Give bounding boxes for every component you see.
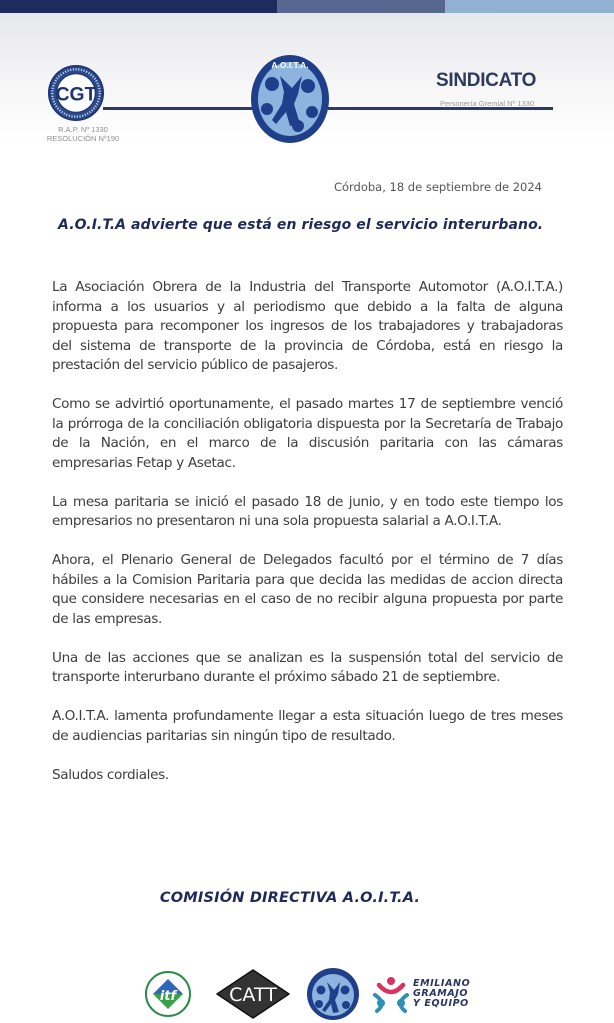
aoita-logo-icon — [250, 54, 330, 144]
paragraph: A.O.I.T.A. lamenta profundamente llegar a esta situación luego de tres meses de audiencias paritarias sin ningún tipo de resultado. — [52, 708, 563, 744]
catt-logo-icon — [215, 968, 291, 1020]
resolution-number: RESOLUCIÓN Nº190 — [46, 133, 120, 143]
top-bar-segment-dark — [0, 0, 277, 13]
header-divider-left — [103, 107, 253, 110]
emiliano-line: EMILIANO — [413, 978, 471, 989]
emiliano-people-icon — [373, 975, 409, 1013]
gramajo-line: GRAMAJO — [413, 988, 469, 999]
rap-info — [38, 126, 128, 143]
equipo-line: Y EQUIPO — [413, 998, 469, 1009]
aoita-footer-logo-icon — [305, 966, 361, 1022]
letter-headline: A.O.I.T.A advierte que está en riesgo el servicio interurbano. — [58, 217, 544, 233]
top-bar-segment-light — [445, 0, 614, 13]
sindicato-title: SINDICATO — [436, 70, 537, 91]
itf-logo-text: itf — [159, 989, 177, 1004]
top-color-bar — [0, 0, 614, 13]
aoita-logo-text: A.O.I.T.A. — [271, 60, 309, 70]
paragraph: La mesa paritaria se inició el pasado 18 de junio, y en todo este tiempo los empresarios no presentaron ni una sola propuesta salarial a A.O.I.T.A. — [52, 493, 563, 529]
paragraph: Ahora, el Plenario General de Delegados facultó por el término de 7 días hábiles a la Comision Paritaria para que decida las medidas de accion directa que considere necesarias en el caso de no recibir alguna propuesta por parte de las empresas. — [52, 552, 563, 627]
emiliano-text — [413, 979, 470, 1009]
cgt-logo-text: CGT — [55, 84, 97, 106]
closing: Saludos cordiales. — [52, 766, 169, 783]
personeria-gremial: Personería Gremial Nº 1330 — [440, 99, 535, 108]
catt-logo-text: CATT — [229, 984, 277, 1006]
letter-body — [52, 278, 563, 805]
footer-logos — [143, 968, 470, 1020]
itf-logo-icon — [143, 969, 193, 1019]
emiliano-gramajo-logo — [373, 975, 470, 1013]
paragraph: La Asociación Obrera de la Industria del Transporte Automotor (A.O.I.T.A.) informa a los usuarios y al periodismo que debido a la falta de alguna propuesta para recomponer los ingresos de los trabajadores y trabajadoras del sistema de transporte de la provincia de Córdoba, está en riesgo la prestación del servicio público de pasajeros. — [52, 279, 563, 373]
rap-number: R.A.P. Nº 1330 — [58, 125, 108, 134]
paragraph: Como se advirtió oportunamente, el pasado martes 17 de septiembre venció la prórroga de la conciliación obligatoria dispuesta por la Secretaría de Trabajo de la Nación, en el marco de la discusión paritaria con las cámaras empresarias Fetap y Asetac. — [52, 396, 563, 471]
signature: COMISIÓN DIRECTIVA A.O.I.T.A. — [159, 890, 421, 906]
paragraph: Una de las acciones que se analizan es la suspensión total del servicio de transporte interurbano durante el próximo sábado 21 de septiembre. — [52, 649, 563, 685]
cgt-logo-icon — [47, 64, 105, 122]
top-bar-segment-mid — [277, 0, 445, 13]
letter-date: Córdoba, 18 de septiembre de 2024 — [333, 180, 542, 194]
